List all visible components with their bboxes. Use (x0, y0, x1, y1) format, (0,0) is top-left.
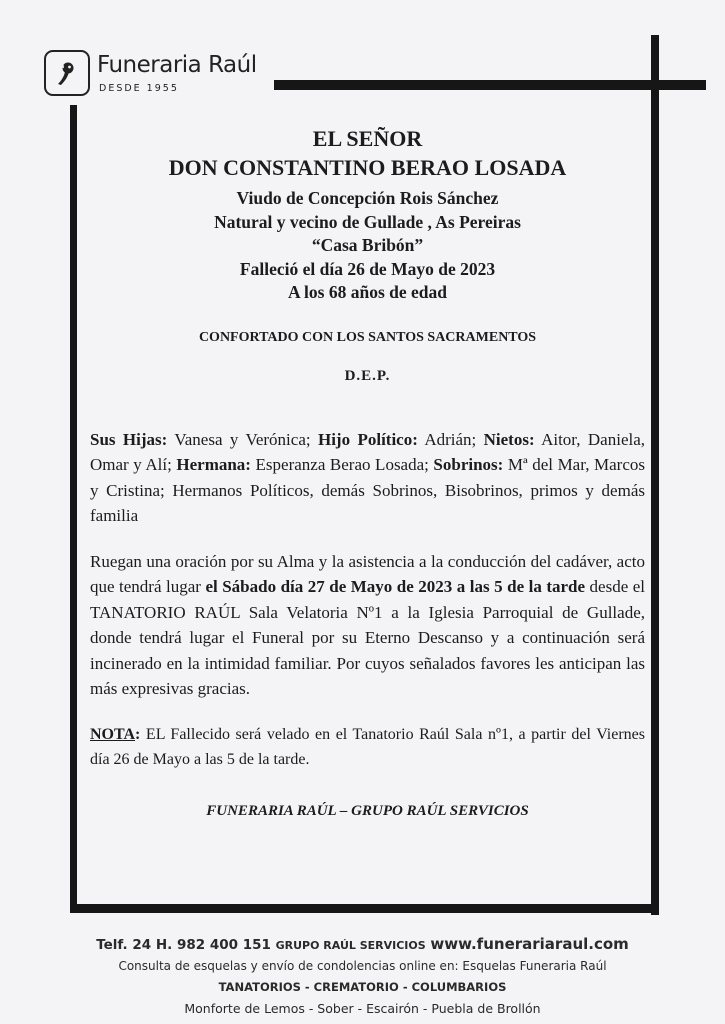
footer-online-line: Consulta de esquelas y envío de condolencias online en: Esquelas Funeraria Raúl (118, 959, 607, 973)
funeral-date-time: el Sábado día 27 de Mayo de 2023 a las 5 de la tarde (205, 577, 586, 596)
note-paragraph (90, 722, 645, 773)
funeral-text-before: Ruegan una oración por su Alma y la asistencia a la conducción del cadáver, acto que tendrá lugar (90, 551, 645, 596)
frame-left-line (70, 105, 77, 911)
family-label-daughters: Sus Hijas: (90, 429, 168, 449)
footer-website-link[interactable]: www.funerariaraul.com (430, 935, 629, 953)
brand-since: DESDE 1955 (99, 83, 179, 94)
footer-group: GRUPO RAÚL SERVICIOS (275, 939, 426, 952)
funeral-text-after: desde el TANATORIO RAÚL Sala Velatoria Nº1 a la Iglesia Parroquial de Gullade, donde tendrá lugar el Funeral por su Eterno Descanso y a continuación será incinerado en la intimidad familiar. Por cuyos señalados favores les anticipan las más expresivas gracias. (90, 577, 646, 698)
footer (0, 934, 725, 1019)
family-label-son-in-law: Hijo Político: (317, 429, 418, 449)
obituary-content (90, 125, 645, 820)
family-paragraph (90, 427, 645, 529)
family-label-nephews: Sobrinos: (433, 455, 504, 474)
death-date-line: Falleció el día 26 de Mayo de 2023 (239, 258, 496, 279)
footer-phone: Telf. 24 H. 982 400 151 (96, 937, 271, 953)
family-text-sister: Esperanza Berao Losada; (250, 455, 434, 474)
funeral-emblem-icon (44, 50, 90, 96)
dep-line: D.E.P. (344, 367, 391, 384)
brand-name: Funeraria Raúl (97, 52, 257, 78)
family-text-nephews: Mª del Mar, Marcos y Cristina; Hermanos Políticos, demás Sobrinos, Bisobrinos, primos y demás familia (90, 455, 645, 525)
footer-services-line: TANATORIOS - CREMATORIO - COLUMBARIOS (218, 980, 507, 994)
deceased-title: EL SEÑOR (312, 126, 423, 151)
sacraments-line: CONFORTADO CON LOS SANTOS SACRAMENTOS (198, 329, 537, 345)
origin-line: Natural y vecino de Gullade , As Pereiras (214, 211, 521, 232)
family-text-son-in-law: Adrián; (417, 429, 484, 449)
family-label-grandchildren: Nietos: (483, 429, 535, 449)
family-text-grandchildren: Aitor, Daniela, Omar y Alí; (90, 429, 646, 474)
note-colon: : (135, 725, 141, 743)
frame-top-line (274, 80, 706, 90)
family-text-daughters: Vanesa y Verónica; (167, 429, 318, 449)
family-label-sister: Hermana: (176, 455, 251, 474)
note-text: EL Fallecido será velado en el Tanatorio Raúl Sala nº1, a partir del Viernes día 26 de Mayo a las 5 de la tarde. (90, 725, 645, 768)
footer-contact-line (0, 934, 725, 956)
house-line: “Casa Bribón” (311, 235, 424, 255)
signature-line: FUNERARIA RAÚL – GRUPO RAÚL SERVICIOS (206, 802, 529, 819)
age-line: A los 68 años de edad (288, 282, 447, 302)
frame-right-line (651, 35, 659, 915)
frame-bottom-line (70, 904, 659, 913)
footer-locations-line: Monforte de Lemos - Sober - Escairón - Puebla de Brollón (184, 1001, 541, 1016)
deceased-name: DON CONSTANTINO BERAO LOSADA (168, 155, 567, 180)
funeral-paragraph (90, 549, 645, 702)
note-label: NOTA (90, 725, 136, 743)
widower-line: Viudo de Concepción Rois Sánchez (236, 188, 499, 208)
